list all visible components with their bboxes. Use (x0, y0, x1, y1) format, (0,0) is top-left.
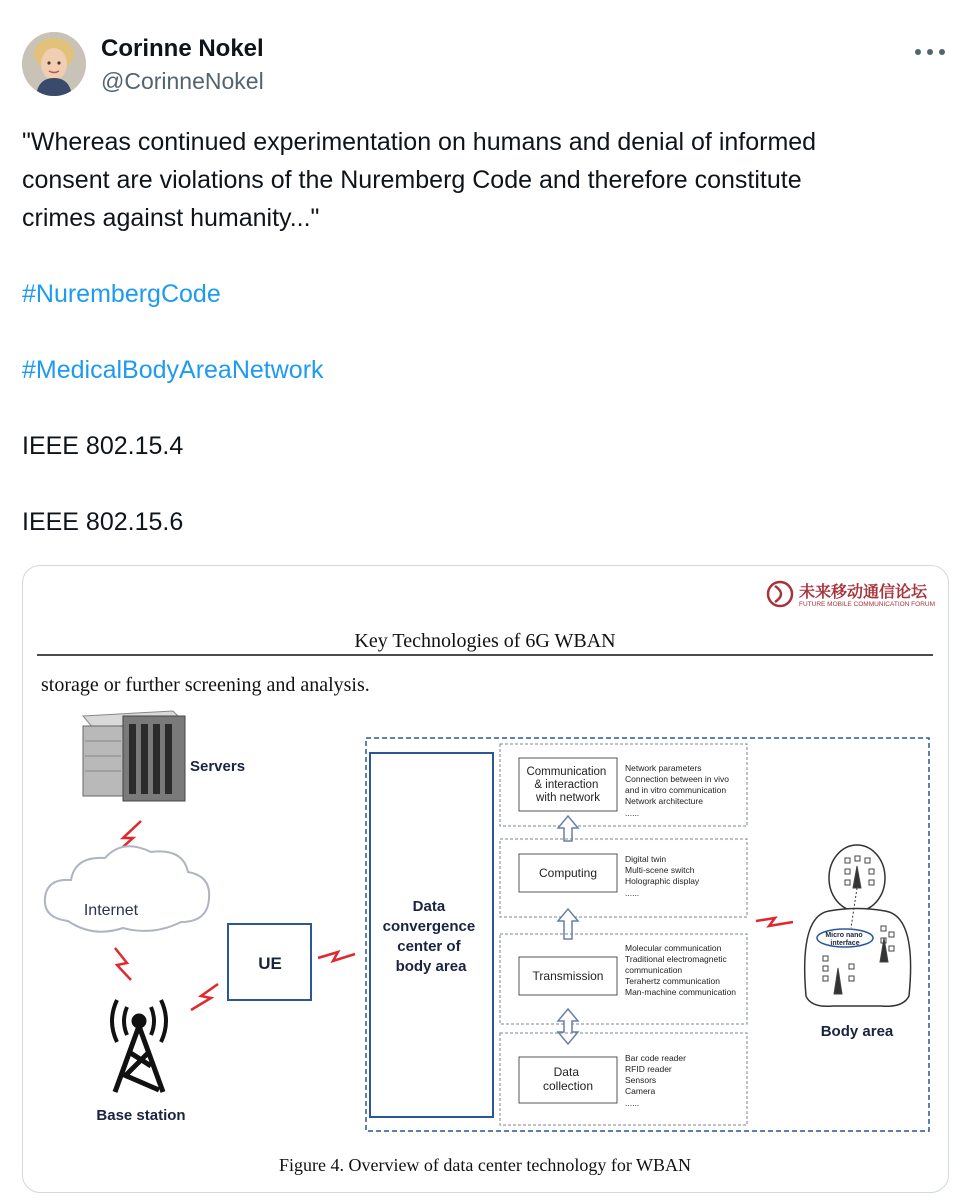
lightning-icon (318, 952, 355, 961)
block-item: Molecular communication (625, 943, 722, 953)
forum-logo-icon (768, 582, 792, 606)
block-item: ...... (625, 808, 640, 818)
block-item: Multi-scene switch (625, 865, 695, 875)
tweet-text-line: crimes against humanity..." (22, 204, 320, 232)
tweet-text-line: "Whereas continued experimentation on humans and denial of informed (22, 128, 817, 156)
block-item: Holographic display (625, 876, 700, 886)
svg-text:Communication & interact (526, 766, 609, 804)
blank-line (22, 237, 937, 275)
center-label-line: body area (395, 958, 467, 975)
block-item: Network parameters (625, 763, 702, 773)
block-item: Connection between in vivo (625, 774, 729, 784)
more-options-button[interactable] (915, 40, 945, 64)
svg-text:Network parameters Conne (625, 763, 731, 818)
block-title: Data (553, 1065, 580, 1079)
display-name[interactable]: Corinne Nokel (101, 35, 264, 62)
more-dot-icon (915, 49, 921, 55)
blank-line (22, 389, 937, 427)
block-item: Terahertz communication (625, 976, 720, 986)
hashtag-link[interactable]: #MedicalBodyAreaNetwork (22, 356, 324, 384)
svg-text:Molecular communication (625, 943, 736, 997)
lightning-icon (756, 918, 793, 926)
svg-text:Bar code reader RFID rea (625, 1053, 688, 1108)
block-item: Camera (625, 1086, 656, 1096)
svg-text:Transmission (533, 969, 604, 983)
forum-name-cn: 未来移动通信论坛 (799, 584, 928, 601)
block-title: with network (536, 792, 600, 804)
block-title: Communication (526, 766, 607, 778)
forum-name-en: FUTURE MOBILE COMMUNICATION FORUM (799, 601, 936, 608)
center-label-line: convergence (382, 918, 476, 935)
figure-caption: Figure 4. Overview of data center technology for WBAN (278, 1155, 692, 1175)
base-station-label: Base station (96, 1107, 186, 1124)
svg-text:Digital twin Multi-scene (625, 854, 702, 898)
base-station-icon (112, 1000, 166, 1092)
block-item: Network architecture (625, 796, 703, 806)
servers-label: Servers (190, 758, 246, 775)
block-item: and in vitro communication (625, 785, 727, 795)
block-title: Computing (538, 866, 598, 880)
tweet-image[interactable] (22, 565, 949, 1193)
wban-figure (23, 566, 948, 1192)
data-center-box (370, 753, 493, 1117)
standard-text: IEEE 802.15.4 (22, 432, 184, 460)
micro-nano-label: interface (830, 940, 860, 947)
block-item: Sensors (625, 1075, 657, 1085)
block-item: Digital twin (625, 854, 667, 864)
block-item: ...... (625, 1098, 640, 1108)
block-item: Bar code reader (625, 1053, 686, 1063)
profile-photo-icon (22, 32, 86, 96)
body-area-label: Body area (820, 1023, 894, 1040)
blank-line (22, 313, 937, 351)
servers-icon (83, 711, 185, 801)
blank-line (22, 465, 937, 503)
lightning-icon (115, 948, 131, 980)
center-label-line: Data (412, 898, 446, 915)
ue-label: UE (258, 954, 282, 973)
block-title: collection (542, 1079, 594, 1093)
block-item: ...... (625, 888, 640, 898)
svg-text:Micro nano interface (825, 932, 864, 947)
tweet-text (22, 123, 937, 541)
double-arrow-icon (558, 1009, 578, 1044)
avatar[interactable] (22, 32, 86, 96)
lightning-icon (191, 984, 218, 1010)
block-item: Man-machine communication (625, 987, 737, 997)
block-title: & interaction (534, 779, 599, 791)
up-arrow-icon (558, 816, 578, 841)
user-handle[interactable]: @CorinneNokel (101, 68, 264, 94)
block-item: Traditional electromagnetic (625, 954, 727, 964)
internet-label: Internet (83, 902, 139, 919)
tweet-text-line: consent are violations of the Nuremberg Code and therefore constitute (22, 166, 802, 194)
center-label-line: center of (397, 938, 461, 955)
author-block (101, 34, 264, 96)
block-item: RFID reader (625, 1064, 672, 1074)
hashtag-link[interactable]: #NurembergCode (22, 280, 221, 308)
block-item: communication (625, 965, 683, 975)
svg-text:Computing (539, 866, 597, 880)
figure-intro-text: storage or further screening and analysis. (41, 674, 370, 696)
figure-header-title: Key Technologies of 6G WBAN (354, 630, 616, 652)
standard-text: IEEE 802.15.6 (22, 508, 184, 536)
more-dot-icon (939, 49, 945, 55)
block-title: Transmission (532, 969, 604, 983)
micro-nano-label: Micro nano (825, 932, 863, 939)
more-dot-icon (927, 49, 933, 55)
